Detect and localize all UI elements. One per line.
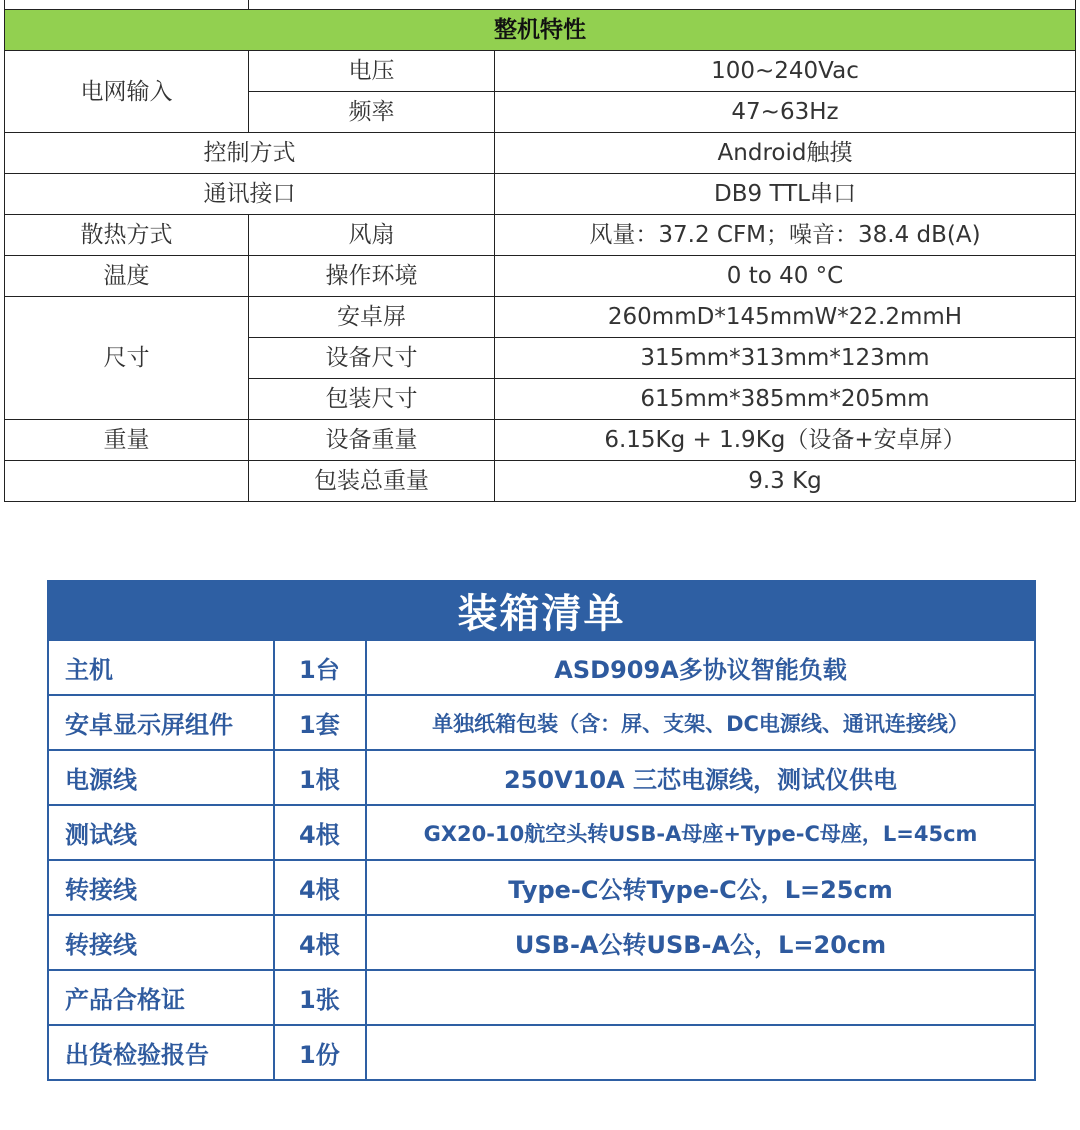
- item-desc: 单独纸箱包装（含：屏、支架、DC电源线、通讯连接线）: [366, 695, 1035, 750]
- android-size-value: 260mmD*145mmW*22.2mmH: [495, 297, 1076, 338]
- table-row: [48, 1025, 1035, 1080]
- temp-value: 0 to 40 °C: [495, 256, 1076, 297]
- item-qty: 1套: [274, 695, 366, 750]
- item-desc: 250V10A 三芯电源线，测试仪供电: [366, 750, 1035, 805]
- spec-table: [4, 0, 1076, 502]
- table-row: [5, 256, 1076, 297]
- table-row: [48, 695, 1035, 750]
- device-weight-value: 6.15Kg + 1.9Kg（设备+安卓屏）: [495, 420, 1076, 461]
- frequency-value: 47~63Hz: [495, 92, 1076, 133]
- weight-label: 重量: [5, 420, 249, 461]
- item-qty: 1根: [274, 750, 366, 805]
- item-qty: 1台: [274, 640, 366, 695]
- table-cell: [5, 461, 249, 502]
- control-label: 控制方式: [5, 133, 495, 174]
- total-weight-value: 9.3 Kg: [495, 461, 1076, 502]
- item-name: 电源线: [48, 750, 274, 805]
- voltage-label: 电压: [249, 51, 495, 92]
- table-row: [48, 805, 1035, 860]
- cooling-label: 散热方式: [5, 215, 249, 256]
- table-row: [48, 581, 1035, 640]
- table-row: [5, 297, 1076, 338]
- device-size-value: 315mm*313mm*123mm: [495, 338, 1076, 379]
- item-name: 测试线: [48, 805, 274, 860]
- table-row: [5, 215, 1076, 256]
- item-desc: ASD909A多协议智能负载: [366, 640, 1035, 695]
- comm-value: DB9 TTL串口: [495, 174, 1076, 215]
- table-row: [5, 51, 1076, 92]
- item-name: 主机: [48, 640, 274, 695]
- item-qty: 4根: [274, 915, 366, 970]
- item-desc: [366, 1025, 1035, 1080]
- android-size-label: 安卓屏: [249, 297, 495, 338]
- package-size-value: 615mm*385mm*205mm: [495, 379, 1076, 420]
- table-cell: [5, 0, 249, 10]
- table-cell: [249, 0, 1076, 10]
- temp-sub: 操作环境: [249, 256, 495, 297]
- table-row: [5, 461, 1076, 502]
- table-row: [5, 10, 1076, 51]
- device-size-label: 设备尺寸: [249, 338, 495, 379]
- comm-label: 通讯接口: [5, 174, 495, 215]
- item-name: 安卓显示屏组件: [48, 695, 274, 750]
- packing-list-title: 装箱清单: [48, 581, 1035, 640]
- item-qty: 1张: [274, 970, 366, 1025]
- device-weight-label: 设备重量: [249, 420, 495, 461]
- item-qty: 4根: [274, 805, 366, 860]
- table-row: [48, 640, 1035, 695]
- control-value: Android触摸: [495, 133, 1076, 174]
- package-size-label: 包装尺寸: [249, 379, 495, 420]
- cooling-value: 风量：37.2 CFM；噪音：38.4 dB(A): [495, 215, 1076, 256]
- item-name: 产品合格证: [48, 970, 274, 1025]
- table-row: [5, 420, 1076, 461]
- size-label: 尺寸: [5, 297, 249, 420]
- grid-input-label: 电网输入: [5, 51, 249, 133]
- table-row: [5, 133, 1076, 174]
- table-row: [48, 750, 1035, 805]
- table-row: [48, 860, 1035, 915]
- item-qty: 1份: [274, 1025, 366, 1080]
- item-desc: [366, 970, 1035, 1025]
- table-row: [48, 970, 1035, 1025]
- item-desc: Type-C公转Type-C公，L=25cm: [366, 860, 1035, 915]
- item-desc: USB-A公转USB-A公，L=20cm: [366, 915, 1035, 970]
- table-row: [5, 0, 1076, 10]
- table-row: [5, 174, 1076, 215]
- item-name: 转接线: [48, 915, 274, 970]
- voltage-value: 100~240Vac: [495, 51, 1076, 92]
- total-weight-label: 包装总重量: [249, 461, 495, 502]
- item-name: 出货检验报告: [48, 1025, 274, 1080]
- packing-list-table: [47, 580, 1036, 1081]
- section-header: 整机特性: [5, 10, 1076, 51]
- cooling-sub: 风扇: [249, 215, 495, 256]
- item-desc: GX20-10航空头转USB-A母座+Type-C母座，L=45cm: [366, 805, 1035, 860]
- temp-label: 温度: [5, 256, 249, 297]
- item-name: 转接线: [48, 860, 274, 915]
- frequency-label: 频率: [249, 92, 495, 133]
- table-row: [48, 915, 1035, 970]
- item-qty: 4根: [274, 860, 366, 915]
